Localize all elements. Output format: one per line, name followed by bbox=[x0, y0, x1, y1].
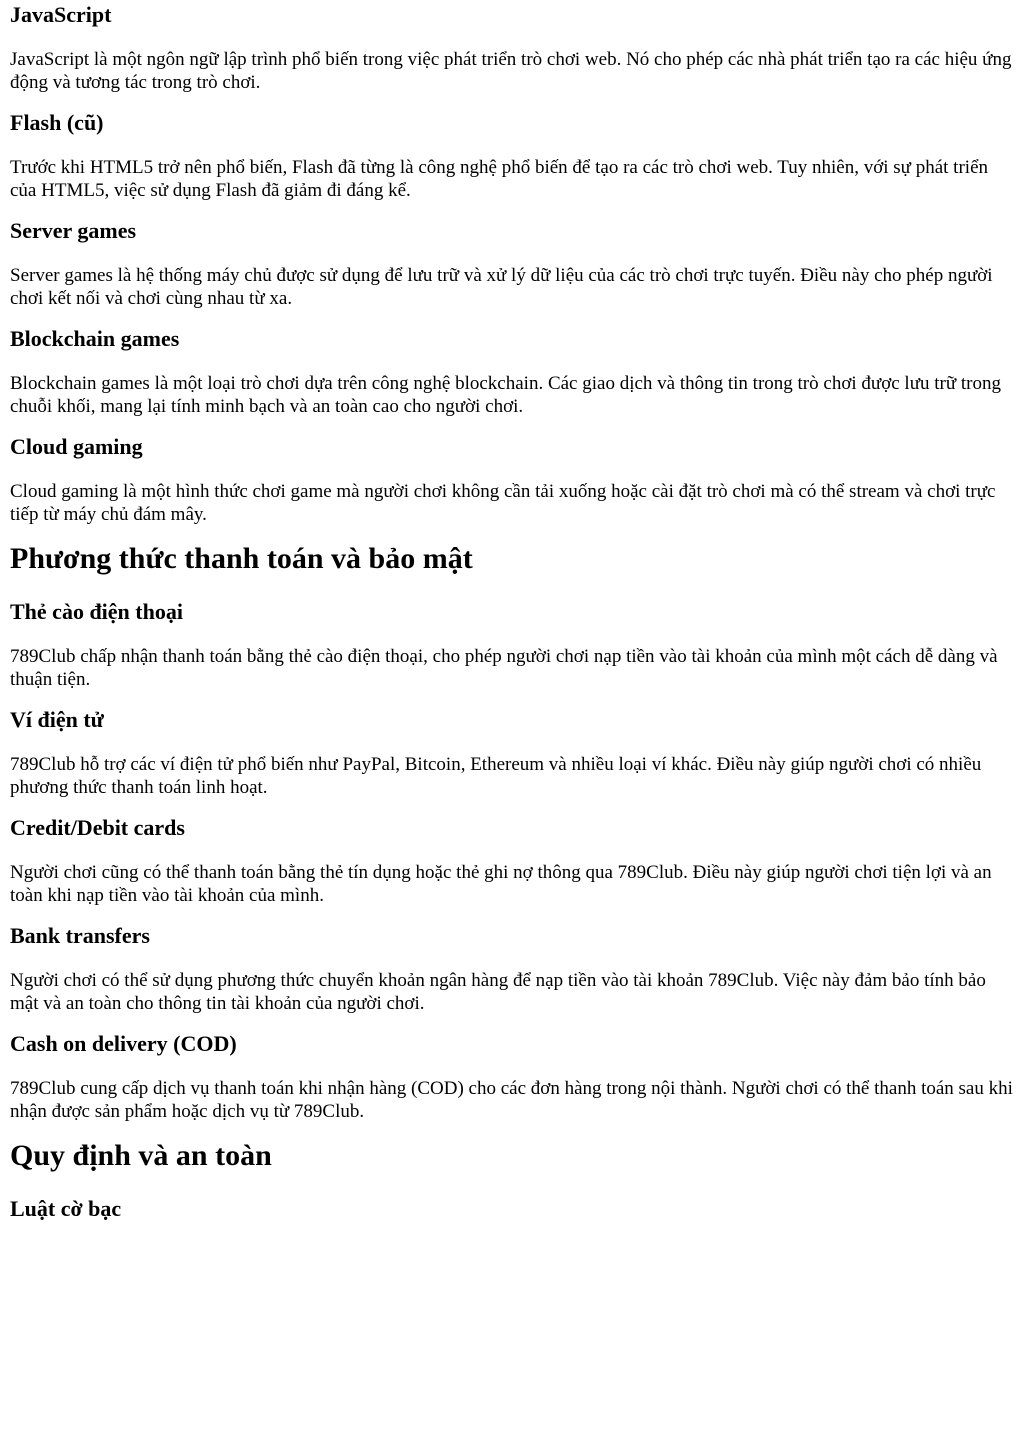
heading-gambling-law: Luật cờ bạc bbox=[10, 1196, 122, 1221]
heading-credit-debit-cards: Credit/Debit cards bbox=[10, 815, 185, 840]
heading-payment-security: Phương thức thanh toán và bảo mật bbox=[10, 542, 473, 575]
heading-blockchain-games: Blockchain games bbox=[10, 326, 180, 351]
paragraph-blockchain-games: Blockchain games là một loại trò chơi dựa trên công nghệ blockchain. Các giao dịch và thông tin trong trò chơi được lưu trữ trong chuỗi khối, mang lại tính minh bạch và an toàn cao cho người chơi. bbox=[10, 373, 1002, 417]
paragraph-cloud-gaming: Cloud gaming là một hình thức chơi game mà người chơi không cần tải xuống hoặc cài đặt trò chơi mà có thể stream và chơi trực tiếp từ máy chủ đám mây. bbox=[10, 481, 996, 525]
paragraph-scratch-card: 789Club chấp nhận thanh toán bằng thẻ cào điện thoại, cho phép người chơi nạp tiền vào tài khoản của mình một cách dễ dàng và thuận tiện. bbox=[10, 646, 998, 690]
document-body bbox=[10, 2, 1014, 1221]
paragraph-server-games: Server games là hệ thống máy chủ được sử dụng để lưu trữ và xử lý dữ liệu của các trò chơi trực tuyến. Điều này cho phép người chơi kết nối và chơi cùng nhau từ xa. bbox=[10, 265, 993, 309]
paragraph-e-wallet: 789Club hỗ trợ các ví điện tử phổ biến như PayPal, Bitcoin, Ethereum và nhiều loại ví khác. Điều này giúp người chơi có nhiều phương thức thanh toán linh hoạt. bbox=[10, 754, 982, 798]
paragraph-flash: Trước khi HTML5 trở nên phổ biến, Flash đã từng là công nghệ phổ biến để tạo ra các trò chơi web. Tuy nhiên, với sự phát triển của HTML5, việc sử dụng Flash đã giảm đi đáng kể. bbox=[10, 157, 988, 201]
paragraph-bank-transfers: Người chơi có thể sử dụng phương thức chuyển khoản ngân hàng để nạp tiền vào tài khoản 789Club. Việc này đảm bảo tính bảo mật và an toàn cho thông tin tài khoản của người chơi. bbox=[10, 970, 986, 1014]
heading-cloud-gaming: Cloud gaming bbox=[10, 434, 143, 459]
heading-flash: Flash (cũ) bbox=[10, 110, 104, 135]
paragraph-credit-debit-cards: Người chơi cũng có thể thanh toán bằng thẻ tín dụng hoặc thẻ ghi nợ thông qua 789Club. Điều này giúp người chơi tiện lợi và an toàn khi nạp tiền vào tài khoản của mình. bbox=[10, 862, 992, 906]
paragraph-javascript: JavaScript là một ngôn ngữ lập trình phổ biến trong việc phát triển trò chơi web. Nó cho phép các nhà phát triển tạo ra các hiệu ứng động và tương tác trong trò chơi. bbox=[10, 49, 1012, 93]
paragraph-cod: 789Club cung cấp dịch vụ thanh toán khi nhận hàng (COD) cho các đơn hàng trong nội thành. Người chơi có thể thanh toán sau khi nhận được sản phẩm hoặc dịch vụ từ 789Club. bbox=[10, 1078, 1013, 1122]
heading-regulation-safety: Quy định và an toàn bbox=[10, 1139, 272, 1172]
heading-server-games: Server games bbox=[10, 218, 137, 243]
heading-scratch-card: Thẻ cào điện thoại bbox=[10, 599, 183, 624]
heading-bank-transfers: Bank transfers bbox=[10, 923, 150, 948]
heading-e-wallet: Ví điện tử bbox=[10, 707, 104, 732]
heading-cod: Cash on delivery (COD) bbox=[10, 1031, 237, 1056]
heading-javascript: JavaScript bbox=[10, 2, 112, 27]
